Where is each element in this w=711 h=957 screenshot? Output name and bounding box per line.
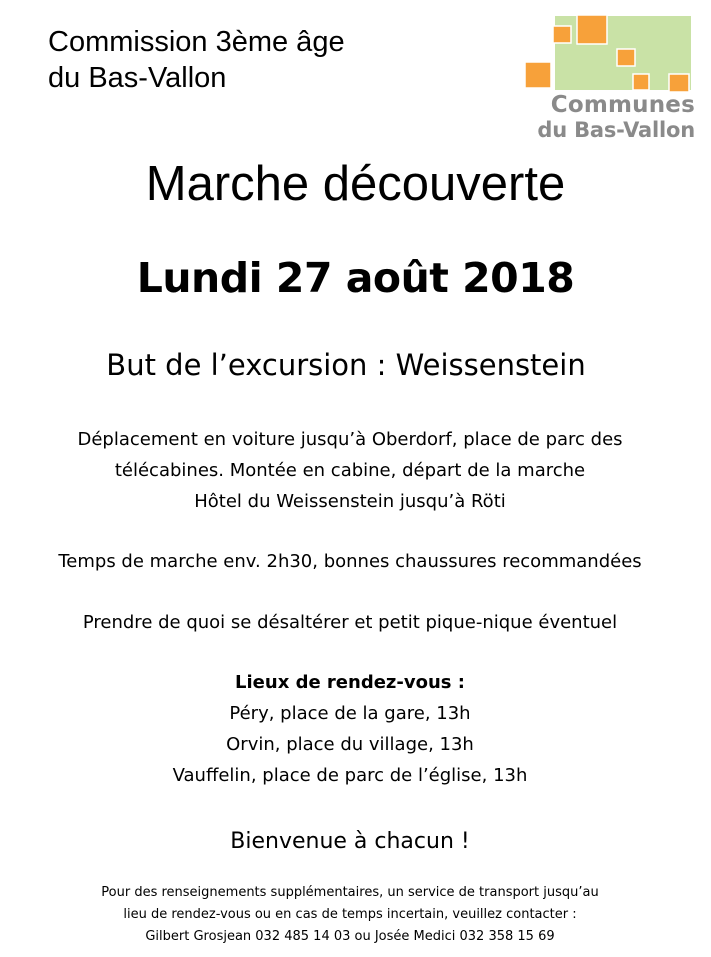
walk-time-note: Temps de marche env. 2h30, bonnes chaussures recommandées [58,551,642,572]
logo-square [553,26,571,43]
excursion-goal: But de l’excursion : Weissenstein [106,348,586,382]
contact-line: Pour des renseignements supplémentaires, un service de transport jusqu’au [101,885,599,900]
meeting-points [0,667,700,791]
logo-text-line-2: du Bas-Vallon [537,118,695,142]
logo-square [633,74,649,90]
bring-note: Prendre de quoi se désaltérer et petit pique-nique éventuel [82,612,618,633]
organization-line-1: Commission 3ème âge [48,26,345,58]
event-date: Lundi 27 août 2018 [136,254,575,302]
organization-name [48,24,345,96]
contact-line: Gilbert Grosjean 032 485 14 03 ou Josée Medici 032 358 15 69 [145,929,555,944]
communes-logo [525,14,695,146]
welcome-message: Bienvenue à chacun ! [230,829,470,854]
description-line: Déplacement en voiture jusqu’à Oberdorf, place de parc des [77,429,623,450]
event-title: Marche découverte [145,157,566,211]
contact-info [0,882,700,948]
meeting-place: Péry, place de la gare, 13h [229,703,471,724]
logo-squares-graphic [525,14,695,94]
logo-square [669,74,689,92]
description-line: Hôtel du Weissenstein jusqu’à Röti [194,491,506,512]
travel-description [0,424,700,517]
meeting-place: Orvin, place du village, 13h [226,734,474,755]
logo-square [577,15,607,44]
contact-line: lieu de rendez-vous ou en cas de temps incertain, veuillez contacter : [123,907,577,922]
logo-square [525,62,551,88]
description-line: télécabines. Montée en cabine, départ de la marche [114,460,586,481]
meeting-heading: Lieux de rendez-vous : [235,672,465,693]
organization-line-2: du Bas-Vallon [48,62,227,94]
logo-square [617,49,635,66]
meeting-place: Vauffelin, place de parc de l’église, 13h [172,765,528,786]
logo-text-line-1: Communes [550,92,695,118]
